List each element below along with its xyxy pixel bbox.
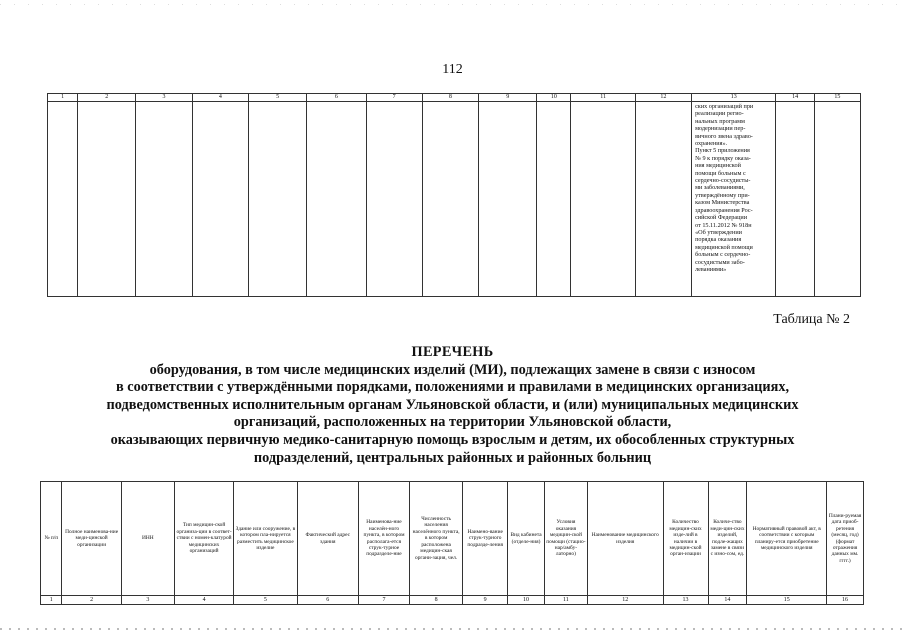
col-num: 12 bbox=[635, 94, 691, 102]
column-header: Тип медицин-ской организа-ции в соответ-ствии с номен-клатурой медицинских организаций bbox=[174, 482, 233, 596]
scan-noise-top bbox=[0, 4, 905, 5]
column-header: Плани-руемая дата приоб-ретения (месяц, год) (формат отражения данных мм. гггг.) bbox=[827, 482, 864, 596]
title-line: оказывающих первичную медико-санитарную помощь взрослым и детям, их обособленных структурных bbox=[110, 431, 795, 448]
note-line: леваниями» bbox=[695, 265, 727, 273]
col-num: 1 bbox=[41, 596, 62, 605]
table-cell bbox=[136, 102, 192, 297]
column-header: ИНН bbox=[121, 482, 174, 596]
note-line: сердечно-сосудисты- bbox=[695, 177, 751, 185]
col-num: 2 bbox=[62, 596, 121, 605]
note-line: утверждённому при- bbox=[695, 191, 750, 199]
page-number: 112 bbox=[442, 62, 463, 77]
table-cell bbox=[192, 102, 248, 297]
column-header: Нормативный правовой акт, в соответствии с которым планиру-ется приобретение медицинского изделия bbox=[747, 482, 827, 596]
table-cell bbox=[366, 102, 422, 297]
col-num: 13 bbox=[692, 94, 776, 102]
title-line: в соответствии с утверждёнными порядками, положениями и правилами в медицинских организациях, bbox=[115, 379, 790, 396]
note-line: модернизации пер- bbox=[695, 125, 746, 133]
note-line: от 15.11.2012 № 918н bbox=[695, 221, 752, 229]
note-line: помощи больным с bbox=[695, 169, 746, 177]
table-cell bbox=[479, 102, 537, 297]
column-header: Количе-ство меди-цин-ских изделий, подле-жащих замене в связи с изно-сом, ед. bbox=[708, 482, 747, 596]
table-cell bbox=[571, 102, 635, 297]
column-number-row bbox=[41, 596, 864, 605]
col-num: 13 bbox=[663, 596, 708, 605]
continuation-table bbox=[47, 93, 861, 297]
note-line: № 9 к порядку оказа- bbox=[695, 154, 751, 162]
note-line: ми заболеваниями, bbox=[695, 184, 745, 192]
column-header: № п/п bbox=[41, 482, 62, 596]
col-num: 16 bbox=[827, 596, 864, 605]
column-number-row bbox=[48, 94, 861, 102]
note-line: ских организаций при bbox=[695, 103, 754, 110]
column-header: Наименова-ние населён-ного пункта, в котором располага-ется струк-турное подразделе-ние bbox=[358, 482, 409, 596]
table-cell bbox=[814, 102, 860, 297]
column-header: Условия оказания медицин-ской помощи (стацио-нар/амбу-латорно) bbox=[544, 482, 587, 596]
col-num: 14 bbox=[708, 596, 747, 605]
note-line: сийской Федерации bbox=[695, 214, 748, 222]
col-num: 8 bbox=[422, 94, 478, 102]
column-header: Наимено-вание струк-турного подразде-ления bbox=[463, 482, 508, 596]
col-num: 7 bbox=[358, 596, 409, 605]
note-line: здравоохранения Рос- bbox=[695, 206, 753, 214]
table-label: Таблица № 2 bbox=[773, 312, 850, 327]
col-num: 4 bbox=[192, 94, 248, 102]
col-num: 3 bbox=[121, 596, 174, 605]
column-header: Вид кабинета (отделе-ния) bbox=[508, 482, 545, 596]
col-num: 12 bbox=[587, 596, 663, 605]
table-cell bbox=[635, 102, 691, 297]
column-header: Количество медицин-ских изде-лий в наличии в медицин-ской орган-изации bbox=[663, 482, 708, 596]
table-cell bbox=[48, 102, 78, 297]
title-line: подведомственных исполнительным органам Ульяновской области, и (или) муниципальных медицинских bbox=[106, 396, 799, 413]
col-num: 6 bbox=[297, 596, 358, 605]
equipment-replacement-table bbox=[40, 481, 864, 605]
col-num: 10 bbox=[508, 596, 545, 605]
col-num: 9 bbox=[463, 596, 508, 605]
col-num: 15 bbox=[814, 94, 860, 102]
note-line: охранения». bbox=[695, 140, 728, 148]
table-cell bbox=[422, 102, 478, 297]
table-cell bbox=[78, 102, 136, 297]
title-line: подразделений, центральных районных и районных больниц bbox=[253, 449, 652, 466]
legal-basis-note bbox=[692, 102, 776, 297]
note-line: медицинской помощи bbox=[695, 243, 753, 251]
col-num: 11 bbox=[571, 94, 635, 102]
scan-noise-bottom bbox=[0, 628, 905, 630]
col-num: 7 bbox=[366, 94, 422, 102]
title-heading: ПЕРЕЧЕНЬ bbox=[411, 344, 494, 360]
note-line: порядка оказания bbox=[695, 236, 742, 244]
table-header-row bbox=[41, 482, 864, 596]
title-line: организаций, расположенных на территории Ульяновской области, bbox=[233, 414, 672, 431]
col-num: 9 bbox=[479, 94, 537, 102]
note-line: реализации регио- bbox=[695, 110, 744, 118]
document-title bbox=[0, 344, 905, 467]
col-num: 3 bbox=[136, 94, 192, 102]
col-num: 11 bbox=[544, 596, 587, 605]
table-cell bbox=[776, 102, 814, 297]
note-line: нальных программ bbox=[695, 117, 745, 125]
note-line: ния медицинской bbox=[695, 162, 741, 170]
col-num: 15 bbox=[747, 596, 827, 605]
column-header: Здание или сооружение, в котором пла-нируется разместить медицинское изделие bbox=[234, 482, 297, 596]
table-cell bbox=[248, 102, 306, 297]
table-row bbox=[48, 102, 861, 297]
column-header: Полное наименова-ние меди-цинской организации bbox=[62, 482, 121, 596]
col-num: 1 bbox=[48, 94, 78, 102]
col-num: 6 bbox=[307, 94, 366, 102]
column-header: Наименование медицинского изделия bbox=[587, 482, 663, 596]
note-line: казом Министерства bbox=[695, 199, 750, 207]
table-cell bbox=[537, 102, 571, 297]
col-num: 14 bbox=[776, 94, 814, 102]
col-num: 5 bbox=[248, 94, 306, 102]
note-line: вичного звена здраво- bbox=[695, 132, 753, 140]
column-header: Численность населения населённого пункта, в котором расположена медицин-ская органи-зация, чел. bbox=[410, 482, 463, 596]
col-num: 2 bbox=[78, 94, 136, 102]
note-line: «Об утверждении bbox=[695, 228, 742, 236]
title-line: оборудования, в том числе медицинских изделий (МИ), подлежащих замене в связи с износом bbox=[149, 361, 756, 378]
col-num: 10 bbox=[537, 94, 571, 102]
table-cell bbox=[307, 102, 366, 297]
col-num: 5 bbox=[234, 596, 297, 605]
column-header: Фактический адрес здания bbox=[297, 482, 358, 596]
col-num: 8 bbox=[410, 596, 463, 605]
note-line: сосудистыми забо- bbox=[695, 258, 745, 266]
note-line: Пункт 5 приложения bbox=[695, 147, 750, 155]
note-line: больным с сердечно- bbox=[695, 251, 751, 259]
col-num: 4 bbox=[174, 596, 233, 605]
